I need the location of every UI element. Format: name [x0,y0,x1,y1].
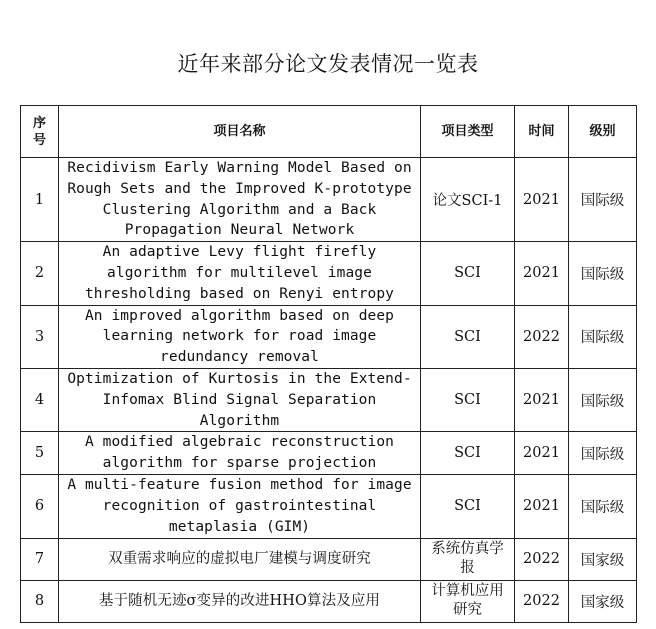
row-name: 双重需求响应的虚拟电厂建模与调度研究 [59,538,421,580]
table-row [21,305,637,368]
row-time: 2021 [515,432,569,475]
row-index: 1 [21,158,59,242]
row-type: SCI [421,368,515,431]
row-time: 2021 [515,242,569,305]
row-time: 2021 [515,474,569,538]
row-level: 国家级 [569,580,637,622]
row-index: 3 [21,305,59,368]
row-index: 4 [21,368,59,431]
table-row [21,580,637,622]
publications-table [20,105,637,623]
header-type: 项目类型 [421,106,515,158]
row-type: SCI [421,305,515,368]
row-name: An improved algorithm based on deep learning network for road image redundancy removal [59,305,421,368]
row-level: 国际级 [569,432,637,475]
row-type: SCI [421,432,515,475]
row-name: A multi-feature fusion method for image recognition of gastrointestinal metaplasia (GIM) [59,474,421,538]
table-row [21,538,637,580]
header-level: 级别 [569,106,637,158]
row-time: 2021 [515,158,569,242]
row-index: 7 [21,538,59,580]
row-level: 国际级 [569,242,637,305]
row-time: 2022 [515,538,569,580]
row-index: 8 [21,580,59,622]
page-title: 近年来部分论文发表情况一览表 [177,52,479,76]
table-row [21,242,637,305]
table-header-row [21,106,637,158]
row-level: 国际级 [569,368,637,431]
row-level: 国际级 [569,305,637,368]
row-time: 2022 [515,580,569,622]
row-level: 国际级 [569,158,637,242]
table-row [21,158,637,242]
row-level: 国家级 [569,538,637,580]
row-type: 系统仿真学报 [421,538,515,580]
header-index: 序号 [21,106,59,158]
row-time: 2022 [515,305,569,368]
row-name: A modified algebraic reconstruction algorithm for sparse projection [59,432,421,475]
table-row [21,432,637,475]
row-name: 基于随机无迹σ变异的改进HHO算法及应用 [59,580,421,622]
row-name: An adaptive Levy flight firefly algorithm for multilevel image thresholding based on Renyi entropy [59,242,421,305]
row-index: 2 [21,242,59,305]
table-row [21,368,637,431]
row-name: Optimization of Kurtosis in the Extend-Infomax Blind Signal Separation Algorithm [59,368,421,431]
row-index: 6 [21,474,59,538]
row-time: 2021 [515,368,569,431]
header-time: 时间 [515,106,569,158]
header-name: 项目名称 [59,106,421,158]
row-index: 5 [21,432,59,475]
row-type: SCI [421,242,515,305]
row-name: Recidivism Early Warning Model Based on Rough Sets and the Improved K-prototype Clustering Algorithm and a Back Propagation Neural Network [59,158,421,242]
row-type: 论文SCI-1 [421,158,515,242]
table-row [21,474,637,538]
row-type: 计算机应用研究 [421,580,515,622]
row-type: SCI [421,474,515,538]
row-level: 国际级 [569,474,637,538]
